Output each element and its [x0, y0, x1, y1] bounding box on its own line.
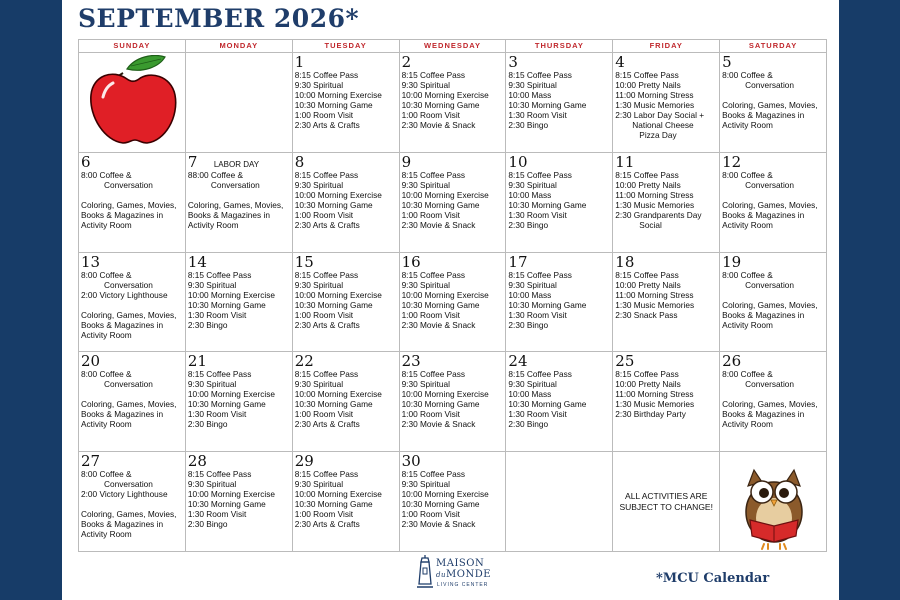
activity: 10:30 Morning Game — [401, 100, 480, 110]
activity: Coloring, Games, Movies, Books & Magazines in Activity Room — [81, 399, 177, 430]
activity: 1:00 Room Visit — [294, 409, 354, 420]
activity: 9:30 Spiritual — [294, 279, 344, 290]
day-cell-12 — [720, 153, 827, 253]
logo-name-line-2 — [436, 569, 491, 580]
activity-continued: Pizza Day — [639, 130, 677, 140]
day-number: 12 — [722, 152, 742, 171]
activity-continued: Conversation — [104, 279, 153, 290]
day-number: 13 — [81, 252, 101, 271]
day-cell-1 — [293, 53, 400, 153]
activity: 10:00 Mass — [508, 189, 552, 200]
day-number: 23 — [401, 352, 421, 371]
activity-continued: Conversation — [104, 179, 153, 190]
activity: 2:30 Bingo — [187, 319, 228, 330]
activity: 10:30 Morning Game — [294, 499, 373, 510]
activity: 8:15 Coffee Pass — [294, 469, 359, 480]
day-number: 8 — [294, 152, 305, 171]
empty-cell — [506, 452, 613, 552]
activity: 8:00 Coffee & — [722, 269, 773, 280]
activity: 9:30 Spiritual — [508, 379, 557, 390]
activity: Coloring, Games, Movies, Books & Magazines in Activity Room — [722, 399, 818, 430]
day-cell-24 — [506, 352, 613, 452]
activity: 88:00 Coffee & — [187, 169, 244, 180]
activity: 8:00 Coffee & — [81, 469, 132, 480]
day-number: 4 — [615, 53, 625, 71]
activity: 10:30 Morning Game — [187, 399, 266, 410]
day-number: 16 — [401, 252, 421, 271]
activity: 1:30 Room Visit — [508, 409, 567, 420]
activity: 2:30 Bingo — [508, 319, 549, 330]
activity: 10:30 Morning Game — [508, 100, 587, 110]
notice-line-2: SUBJECT TO CHANGE! — [619, 502, 713, 513]
activity: 10:00 Morning Exercise — [187, 389, 276, 400]
page-title: SEPTEMBER 2026* — [78, 4, 360, 33]
activity: 1:00 Room Visit — [401, 309, 460, 320]
activity: 8:15 Coffee Pass — [508, 269, 572, 280]
activity: 9:30 Spiritual — [401, 179, 450, 190]
day-cell-20 — [79, 352, 186, 452]
activity-continued: Conversation — [104, 479, 153, 490]
activity: 1:30 Room Visit — [508, 209, 567, 220]
activity: 9:30 Spiritual — [294, 379, 344, 390]
day-number: 10 — [508, 152, 528, 171]
notice-line-1: ALL ACTIVITIES ARE — [625, 491, 708, 502]
activity: 2:30 Arts & Crafts — [294, 120, 360, 130]
day-number: 28 — [187, 452, 207, 471]
activity: 8:15 Coffee Pass — [615, 169, 679, 180]
activity: 2:30 Movie & Snack — [401, 519, 476, 530]
activity: 8:15 Coffee Pass — [401, 70, 466, 80]
activity: 8:15 Coffee Pass — [187, 269, 252, 280]
calendar-footnote: *MCU Calendar — [656, 571, 770, 586]
weekday-sunday: SUNDAY — [79, 40, 186, 53]
logo-name-prefix: du — [436, 571, 446, 579]
activity: 8:15 Coffee Pass — [615, 269, 679, 280]
activity: 1:00 Room Visit — [294, 509, 354, 520]
day-number: 15 — [294, 252, 314, 271]
activity-continued: National Cheese — [632, 120, 694, 130]
day-cell-9 — [400, 153, 507, 253]
activity: 8:15 Coffee Pass — [508, 169, 572, 180]
day-cell-28 — [186, 452, 293, 552]
day-cell-17 — [506, 253, 613, 353]
day-cell-21 — [186, 352, 293, 452]
activity: 10:00 Morning Exercise — [401, 389, 489, 400]
day-cell-22 — [293, 352, 400, 452]
day-cell-10 — [506, 153, 613, 253]
weekday-saturday: SATURDAY — [720, 40, 827, 53]
activity: 10:30 Morning Game — [294, 399, 373, 410]
activity: 1:00 Room Visit — [401, 509, 460, 520]
activity: 2:30 Bingo — [508, 219, 549, 230]
activity: 8:15 Coffee Pass — [294, 269, 359, 280]
activity: 2:30 Movie & Snack — [401, 319, 476, 330]
activity: 10:30 Morning Game — [187, 299, 266, 310]
activity: 1:00 Room Visit — [294, 209, 354, 220]
day-number: 19 — [722, 252, 742, 271]
activity: 1:30 Room Visit — [187, 409, 247, 420]
activity: 9:30 Spiritual — [294, 80, 344, 90]
activity: 9:30 Spiritual — [294, 179, 344, 190]
activity: Coloring, Games, Movies, Books & Magazines in Activity Room — [722, 299, 818, 330]
activity: 8:15 Coffee Pass — [294, 70, 359, 80]
activity: 8:00 Coffee & — [722, 369, 773, 380]
day-number: 7 — [187, 152, 198, 171]
calendar-page — [62, 0, 839, 600]
activity: 1:00 Room Visit — [401, 209, 460, 220]
day-cell-4 — [613, 53, 720, 153]
activity: 10:00 Morning Exercise — [294, 189, 382, 200]
activity: 8:15 Coffee Pass — [401, 369, 466, 380]
day-cell-2 — [400, 53, 507, 153]
day-cell-30 — [400, 452, 507, 552]
activity: 9:30 Spiritual — [508, 80, 557, 90]
activity-continued: Conversation — [745, 179, 795, 190]
activity: 1:00 Room Visit — [294, 309, 354, 320]
day-cell-6 — [79, 153, 186, 253]
activity: 2:30 Bingo — [508, 419, 549, 430]
day-number: 22 — [294, 352, 314, 371]
activity: 10:00 Morning Exercise — [401, 90, 489, 100]
day-number: 6 — [81, 152, 91, 171]
owl-reading-icon — [734, 460, 814, 550]
day-number: 25 — [615, 352, 635, 371]
day-cell-11 — [613, 153, 720, 253]
day-number: 17 — [508, 252, 528, 271]
activity: 1:30 Music Memories — [615, 199, 695, 210]
activity: 8:15 Coffee Pass — [187, 469, 252, 480]
activity: 8:15 Coffee Pass — [294, 169, 359, 180]
day-number: 9 — [401, 152, 412, 171]
activity: 2:30 Snack Pass — [615, 309, 678, 320]
activity: 2:30 Movie & Snack — [401, 419, 476, 430]
activity: 9:30 Spiritual — [294, 479, 344, 490]
day-number: 3 — [508, 53, 518, 71]
day-number: 2 — [401, 53, 412, 71]
logo-name-main: MONDE — [446, 569, 492, 580]
activity: 9:30 Spiritual — [508, 179, 557, 190]
weekday-tuesday: TUESDAY — [293, 40, 400, 53]
activity-continued: Conversation — [745, 379, 795, 390]
activity: 1:30 Room Visit — [187, 309, 247, 320]
activity-continued: Conversation — [210, 179, 260, 190]
activity: 1:00 Room Visit — [294, 110, 354, 120]
day-cell-14 — [186, 253, 293, 353]
activity: 10:30 Morning Game — [401, 499, 480, 510]
day-number: 29 — [294, 452, 314, 471]
activity: 9:30 Spiritual — [401, 379, 450, 390]
apple-cell — [79, 53, 186, 153]
calendar-grid — [78, 39, 827, 552]
activity: 8:00 Coffee & — [81, 369, 132, 380]
day-cell-25 — [613, 352, 720, 452]
holiday-label: LABOR DAY — [213, 159, 260, 169]
empty-cell — [186, 53, 293, 153]
activity: 1:00 Room Visit — [401, 110, 460, 120]
activity: 11:00 Morning Stress — [615, 189, 694, 200]
activity: 2:30 Arts & Crafts — [294, 319, 360, 330]
day-cell-19 — [720, 253, 827, 353]
activity: 10:30 Morning Game — [508, 399, 587, 410]
lighthouse-icon — [416, 554, 434, 588]
activity: Coloring, Games, Movies, Books & Magazines in Activity Room — [722, 100, 818, 130]
day-cell-5 — [720, 53, 827, 153]
notice-cell — [613, 452, 720, 552]
activity: 11:00 Morning Stress — [615, 289, 694, 300]
activity: 2:30 Movie & Snack — [401, 219, 476, 230]
activity: 2:30 Arts & Crafts — [294, 219, 360, 230]
activity: 8:00 Coffee & — [81, 269, 132, 280]
activity: 8:15 Coffee Pass — [508, 70, 572, 80]
activity: 2:00 Victory Lighthouse — [81, 289, 168, 300]
activity: 10:30 Morning Game — [508, 199, 587, 210]
day-number: 21 — [187, 352, 207, 371]
activity: 9:30 Spiritual — [508, 279, 557, 290]
activity: 1:30 Music Memories — [615, 100, 695, 110]
day-number: 5 — [722, 53, 732, 71]
activity: 10:00 Morning Exercise — [401, 289, 489, 300]
activity: 10:00 Morning Exercise — [294, 90, 382, 100]
activity: 10:00 Morning Exercise — [294, 489, 382, 500]
activity: 1:30 Music Memories — [615, 399, 695, 410]
activity: 1:30 Room Visit — [508, 309, 567, 320]
activity: 2:30 Arts & Crafts — [294, 419, 360, 430]
day-cell-23 — [400, 352, 507, 452]
activity: 10:30 Morning Game — [294, 100, 373, 110]
activity: 10:00 Morning Exercise — [294, 289, 382, 300]
activity: 1:30 Room Visit — [508, 110, 567, 120]
activity: 8:15 Coffee Pass — [508, 369, 572, 380]
activity: Coloring, Games, Movies, Books & Magazines in Activity Room — [81, 309, 177, 340]
day-number: 14 — [187, 252, 207, 271]
activity: 10:30 Morning Game — [401, 199, 480, 210]
activity: 10:30 Morning Game — [508, 299, 587, 310]
activity: Coloring, Games, Movies, Books & Magazines in Activity Room — [722, 199, 818, 230]
weekday-friday: FRIDAY — [613, 40, 720, 53]
activity: 10:00 Morning Exercise — [294, 389, 382, 400]
day-number: 26 — [722, 352, 742, 371]
activity: Coloring, Games, Movies, Books & Magazines in Activity Room — [81, 199, 177, 230]
day-number: 27 — [81, 452, 101, 471]
weekday-monday: MONDAY — [186, 40, 293, 53]
activity: Coloring, Games, Movies, Books & Magazines in Activity Room — [187, 199, 284, 230]
day-cell-13 — [79, 253, 186, 353]
activity: 9:30 Spiritual — [401, 279, 450, 290]
activity: 8:15 Coffee Pass — [401, 169, 466, 180]
activity: 10:00 Pretty Nails — [615, 179, 681, 190]
activity: 9:30 Spiritual — [187, 479, 237, 490]
day-number: 30 — [401, 452, 421, 471]
activity: 10:00 Morning Exercise — [401, 189, 489, 200]
activity: 8:15 Coffee Pass — [615, 70, 679, 80]
day-cell-29 — [293, 452, 400, 552]
subject-to-change-notice — [613, 491, 719, 513]
activity: 10:00 Morning Exercise — [187, 289, 276, 300]
activity: 8:15 Coffee Pass — [187, 369, 252, 380]
activity-continued: Conversation — [104, 379, 153, 390]
activity: 10:00 Mass — [508, 389, 552, 400]
activity: 8:00 Coffee & — [722, 70, 773, 80]
activity: 10:00 Morning Exercise — [187, 489, 276, 500]
maison-du-monde-logo — [416, 554, 496, 598]
activity-continued: Conversation — [745, 80, 795, 90]
activity: 10:30 Morning Game — [294, 299, 373, 310]
activity-continued: Social — [639, 219, 662, 230]
activity: 10:00 Pretty Nails — [615, 379, 681, 390]
day-number: 24 — [508, 352, 528, 371]
activity: 2:30 Arts & Crafts — [294, 519, 360, 530]
day-number: 11 — [615, 152, 635, 171]
activity: 1:30 Room Visit — [187, 509, 247, 520]
activity: 10:30 Morning Game — [294, 199, 373, 210]
activity: 2:30 Birthday Party — [615, 409, 686, 420]
activity: 9:30 Spiritual — [401, 80, 450, 90]
activity: 8:15 Coffee Pass — [615, 369, 679, 380]
day-cell-8 — [293, 153, 400, 253]
activity: 10:00 Pretty Nails — [615, 279, 681, 290]
day-cell-3 — [506, 53, 613, 153]
activity: 2:00 Victory Lighthouse — [81, 489, 168, 500]
activity-continued: Conversation — [745, 279, 795, 290]
activity: 8:00 Coffee & — [81, 169, 132, 180]
day-number: 20 — [81, 352, 101, 371]
activity: 9:30 Spiritual — [187, 279, 237, 290]
activity: 2:30 Bingo — [187, 519, 228, 530]
day-cell-26 — [720, 352, 827, 452]
activity: 8:00 Coffee & — [722, 169, 773, 180]
weekday-thursday: THURSDAY — [506, 40, 613, 53]
owl-cell — [720, 452, 827, 552]
day-cell-7 — [186, 153, 293, 253]
activity: 10:30 Morning Game — [401, 299, 480, 310]
activity: 10:00 Morning Exercise — [401, 489, 489, 500]
logo-subtitle: LIVING CENTER — [437, 582, 489, 588]
day-cell-27 — [79, 452, 186, 552]
activity: 10:30 Morning Game — [187, 499, 266, 510]
day-number: 18 — [615, 252, 635, 271]
activity: 10:00 Pretty Nails — [615, 80, 681, 90]
weekday-wednesday: WEDNESDAY — [400, 40, 507, 53]
activity: 10:00 Mass — [508, 289, 552, 300]
activity: 1:00 Room Visit — [401, 409, 460, 420]
activity: 10:30 Morning Game — [401, 399, 480, 410]
activity: 2:30 Bingo — [508, 120, 549, 130]
day-cell-15 — [293, 253, 400, 353]
day-number: 1 — [294, 53, 305, 71]
activity: 8:15 Coffee Pass — [294, 369, 359, 380]
activity: 2:30 Bingo — [187, 419, 228, 430]
activity: 2:30 Grandparents Day — [615, 209, 702, 220]
day-cell-18 — [613, 253, 720, 353]
activity: 2:30 Labor Day Social + — [615, 110, 705, 120]
activity: 9:30 Spiritual — [187, 379, 237, 390]
activity: 11:00 Morning Stress — [615, 90, 694, 100]
activity: 10:00 Mass — [508, 90, 552, 100]
activity: 9:30 Spiritual — [401, 479, 450, 490]
activity: 1:30 Music Memories — [615, 299, 695, 310]
day-cell-16 — [400, 253, 507, 353]
activity: 11:00 Morning Stress — [615, 389, 694, 400]
logo-name-line-1: MAISON — [436, 558, 485, 569]
apple-icon — [83, 55, 183, 150]
activity: 8:15 Coffee Pass — [401, 269, 466, 280]
activity: Coloring, Games, Movies, Books & Magazines in Activity Room — [81, 509, 177, 540]
activity: 8:15 Coffee Pass — [401, 469, 466, 480]
activity: 2:30 Movie & Snack — [401, 120, 476, 130]
